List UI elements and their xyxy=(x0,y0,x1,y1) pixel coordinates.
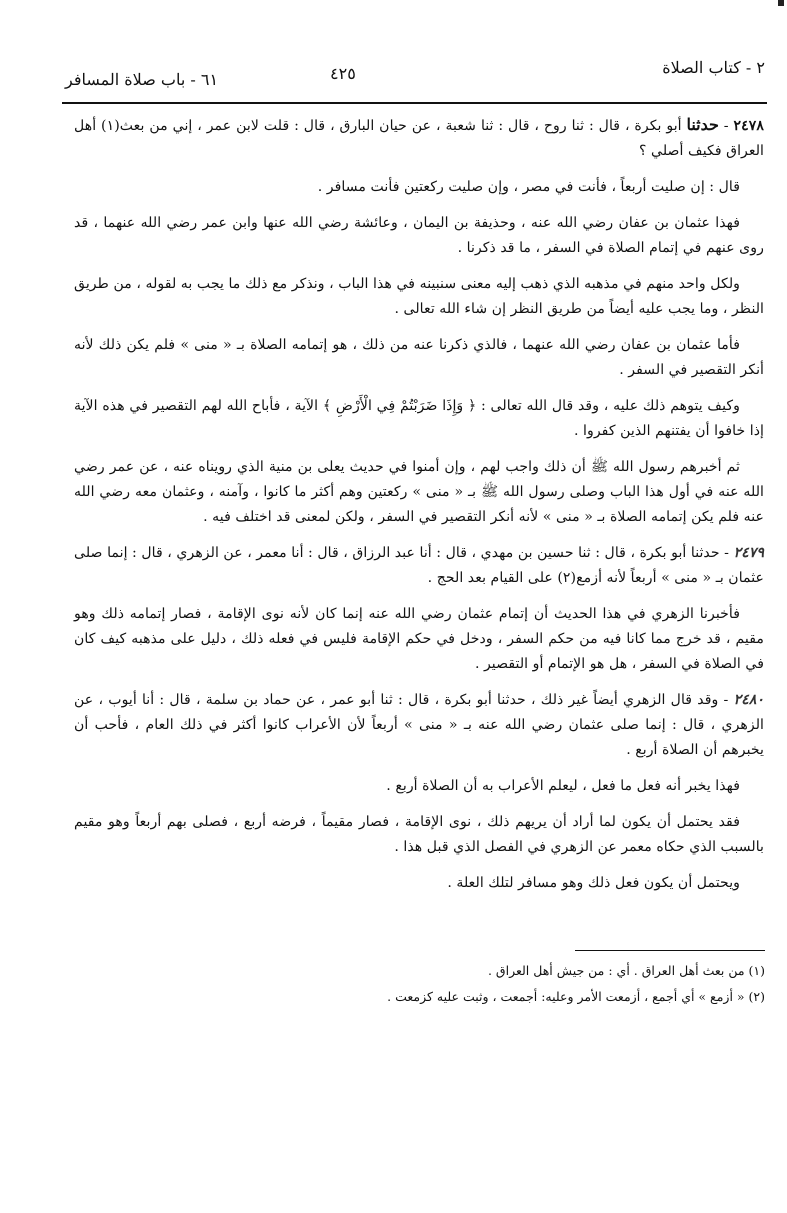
paragraph: قال : إن صليت أربعاً ، فأنت في مصر ، وإن صليت ركعتين فأنت مسافر . xyxy=(317,179,740,195)
paragraph: فهذا عثمان بن عفان رضي الله عنه ، وحذيفة بن اليمان ، وعائشة رضي الله عنها وابن عمر رضي الله عنهما ، قد روى عنهم في إتمام الصلاة في السفر ، ما قد ذكرنا . xyxy=(74,215,764,256)
paragraph: فأما عثمان بن عفان رضي الله عنهما ، فالذي ذكرنا عنه من ذلك ، هو إتمامه الصلاة بـ « منى » فلم يكن ذلك لأنه أنكر التقصير في السفر . xyxy=(74,337,764,378)
header-rule xyxy=(62,102,767,104)
footnotes xyxy=(120,958,765,1010)
footnote-1: (١) من بعث أهل العراق . أي : من جيش أهل العراق . xyxy=(487,963,765,978)
page-header xyxy=(65,52,765,92)
hadith-number: ٢٤٧٨ xyxy=(733,118,764,134)
paragraph: ثم أخبرهم رسول الله ﷺ أن ذلك واجب لهم ، وإن أمنوا في حديث يعلى بن منية الذي رويناه عنه ، عن عمر رضي الله عنه في أول هذا الباب وصلى رسول الله ﷺ بـ « منى » ركعتين وهم أكثر ما كانوا ، وآمنه ، وعثمان معه رضي الله عنه فلم يكن إتمامه الصلاة بـ « منى » لأنه أنكر التقصير في السفر ، ولكن لمعنى قد اختلف فيه . xyxy=(74,459,764,525)
book-title: ٢ - كتاب الصلاة xyxy=(662,58,765,77)
paragraph: وكيف يتوهم ذلك عليه ، وقد قال الله تعالى : ﴿ وَإِذَا ضَرَبْتُمْ فِي الْأَرْضِ ﴾ الآية ، فأباح الله لهم التقصير في هذه الآية إذا خافوا أن يفتنهم الذين كفروا . xyxy=(74,398,764,439)
paragraph: فقد يحتمل أن يكون لما أراد أن يريهم ذلك ، نوى الإقامة ، فصار مقيماً ، فرضه أربع ، فصلى بهم أربعاً وهو مقيم بالسبب الذي حكاه معمر عن الزهري في الفصل الذي قبل هذا . xyxy=(74,814,764,855)
hadith-number: ٢٤٧٩ xyxy=(733,545,764,561)
section-title: ٦١ - باب صلاة المسافر xyxy=(65,70,219,89)
corner-mark xyxy=(778,0,784,6)
number-separator: - xyxy=(719,545,734,561)
paragraph: فأخبرنا الزهري في هذا الحديث أن إتمام عثمان رضي الله عنه إنما كان لأنه نوى الإقامة ، فصار إتمامه ذلك وهو مقيم ، قد خرج مما كانا فيه من حكم السفر ، ودخل في حكم الإقامة فليس في فعله ذلك ، دليل على مذهبه كيف كان في الصلاة في السفر ، هل هو الإتمام أو التقصير . xyxy=(74,606,764,672)
paragraph: ولكل واحد منهم في مذهبه الذي ذهب إليه معنى سنبينه في هذا الباب ، ونذكر مع ذلك ما يجب به لقوله ، من طريق النظر ، وما يجب عليه أيضاً من طريق النظر إن شاء الله تعالى . xyxy=(74,276,764,317)
paragraph: فهذا يخبر أنه فعل ما فعل ، ليعلم الأعراب به أن الصلاة أربع . xyxy=(386,778,740,794)
hadith-lead: حدثنا xyxy=(686,115,719,134)
paragraph-text: وقد قال الزهري أيضاً غير ذلك ، حدثنا أبو بكرة ، قال : ثنا أبو عمر ، عن حماد بن سلمة ، قال : أنا أيوب ، عن الزهري ، قال : إنما صلى عثمان رضي الله عنه بـ « منى » أربعاً لأن الأعراب كانوا أكثر في ذلك العام ، فأحب أن يخبرهم أن الصلاة أربع . xyxy=(74,692,764,758)
main-text xyxy=(74,112,764,907)
paragraph: ويحتمل أن يكون فعل ذلك وهو مسافر لتلك العلة . xyxy=(447,875,740,891)
footnote-rule xyxy=(575,950,765,951)
paragraph-2479 xyxy=(74,541,764,591)
number-separator: - xyxy=(718,692,734,708)
paragraph-text: حدثنا أبو بكرة ، قال : ثنا حسين بن مهدي ، قال : أنا عبد الرزاق ، قال : أنا معمر ، عن الزهري ، قال : إنما صلى عثمان بـ « منى » أربعاً لأنه أزمع(٢) على القيام بعد الحج . xyxy=(74,545,764,586)
paragraph-2478 xyxy=(74,112,764,164)
page-number: ٤٢٥ xyxy=(330,64,356,83)
number-separator: - xyxy=(718,118,734,134)
paragraph-text: أبو بكرة ، قال : ثنا روح ، قال : ثنا شعبة ، عن حيان البارق ، قال : قلت لابن عمر ، إني من بعث(١) أهل العراق فكيف أصلي ؟ xyxy=(74,118,764,159)
footnote-2: (٢) « أزمع » أي أجمع ، أزمعت الأمر وعليه: أجمعت ، وثبت عليه كزمعت . xyxy=(387,989,765,1004)
paragraph-2480 xyxy=(74,688,764,763)
hadith-number: ٢٤٨٠ xyxy=(733,692,764,708)
